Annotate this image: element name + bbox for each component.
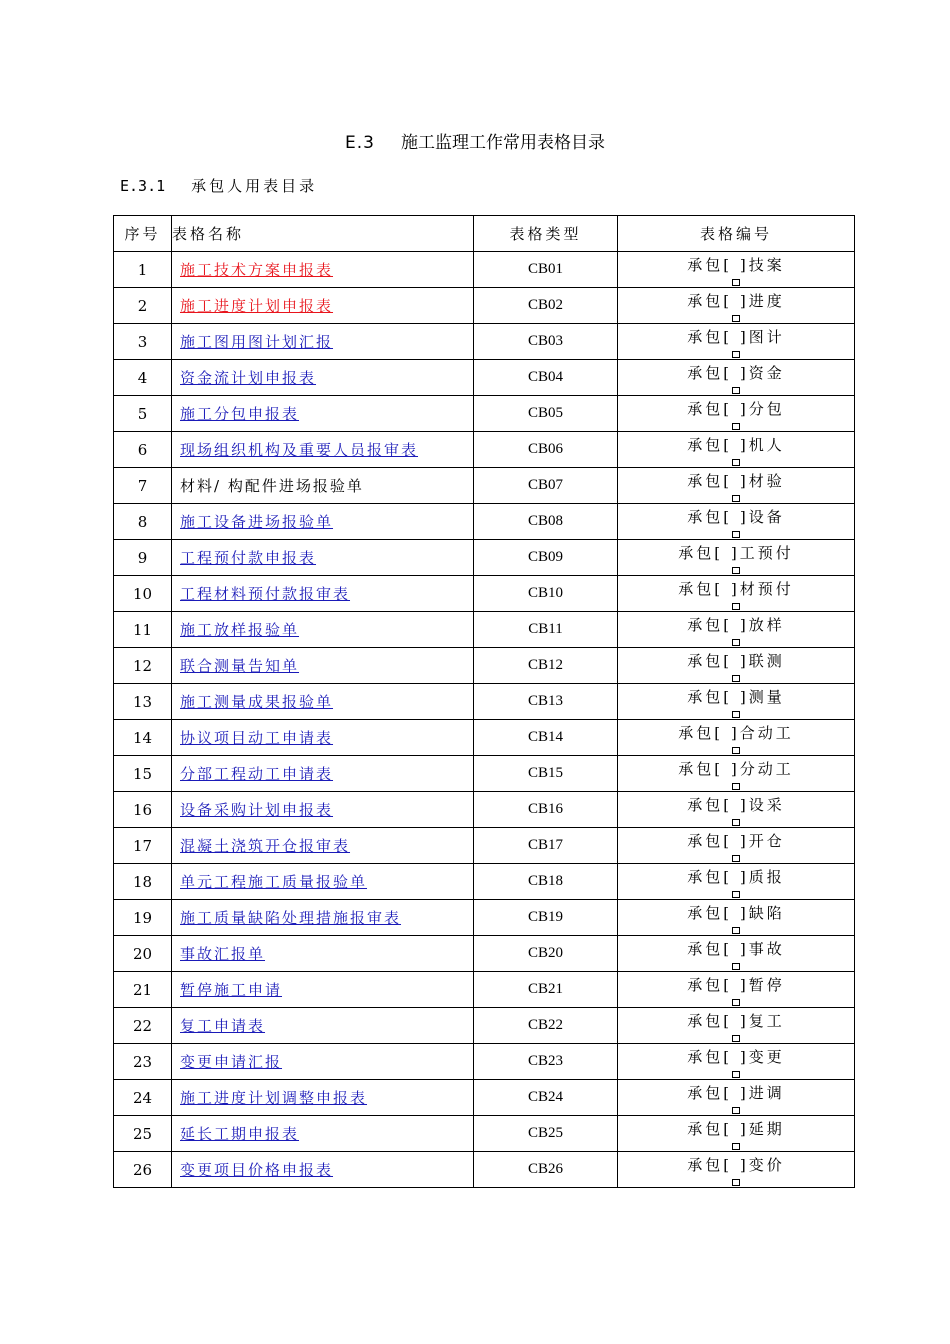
small-box-icon <box>732 531 740 538</box>
row-number: 6 <box>114 432 172 468</box>
row-number: 15 <box>114 756 172 792</box>
row-number: 16 <box>114 792 172 828</box>
form-name-cell <box>172 504 474 540</box>
form-name-cell <box>172 900 474 936</box>
form-type-cell: CB26 <box>474 1152 618 1188</box>
table-row <box>114 432 855 468</box>
form-name-cell <box>172 288 474 324</box>
form-code-text: 承包[ ]设备 <box>687 508 785 526</box>
table-row <box>114 792 855 828</box>
row-number: 14 <box>114 720 172 756</box>
form-type-cell: CB16 <box>474 792 618 828</box>
form-type-cell: CB08 <box>474 504 618 540</box>
form-code-text: 承包[ ]合动工 <box>678 724 794 742</box>
subsection-heading <box>120 175 317 196</box>
form-code-cell <box>618 360 855 396</box>
form-code-wrap <box>687 362 784 383</box>
form-code-text: 承包[ ]进调 <box>687 1084 785 1102</box>
form-code-text: 承包[ ]测量 <box>687 688 785 706</box>
form-code-text: 承包[ ]分动工 <box>678 760 794 778</box>
form-code-wrap <box>687 1010 784 1031</box>
form-code-text: 承包[ ]进度 <box>687 292 785 310</box>
form-name-text: 材料/ 构配件进场报验单 <box>180 477 364 495</box>
form-type-cell: CB09 <box>474 540 618 576</box>
form-code-wrap <box>687 1046 784 1067</box>
form-code-text: 承包[ ]事故 <box>687 940 785 958</box>
form-code-cell <box>618 828 855 864</box>
small-box-icon <box>732 891 740 898</box>
form-code-cell <box>618 396 855 432</box>
form-type-cell: CB24 <box>474 1080 618 1116</box>
form-code-text: 承包[ ]工预付 <box>678 544 794 562</box>
form-name-link[interactable]: 工程预付款申报表 <box>180 549 317 567</box>
table-row <box>114 720 855 756</box>
form-code-wrap <box>687 1154 784 1175</box>
small-box-icon <box>732 639 740 646</box>
form-name-cell <box>172 1152 474 1188</box>
form-code-cell <box>618 612 855 648</box>
small-box-icon <box>732 459 740 466</box>
form-name-link[interactable]: 事故汇报单 <box>180 945 266 963</box>
form-type-cell: CB15 <box>474 756 618 792</box>
row-number: 22 <box>114 1008 172 1044</box>
small-box-icon <box>732 1071 740 1078</box>
section-number: E.3 <box>345 133 375 153</box>
form-code-text: 承包[ ]分包 <box>687 400 785 418</box>
section-heading <box>0 128 950 153</box>
form-name-link[interactable]: 工程材料预付款报审表 <box>180 585 351 603</box>
small-box-icon <box>732 279 740 286</box>
table-row <box>114 540 855 576</box>
table-row <box>114 1044 855 1080</box>
small-box-icon <box>732 855 740 862</box>
form-name-link[interactable]: 复工申请表 <box>180 1017 266 1035</box>
table-row <box>114 684 855 720</box>
form-type-cell: CB25 <box>474 1116 618 1152</box>
form-code-wrap <box>678 542 793 563</box>
table-row <box>114 360 855 396</box>
form-code-cell <box>618 252 855 288</box>
form-code-cell <box>618 324 855 360</box>
form-code-cell <box>618 1008 855 1044</box>
form-name-link[interactable]: 施工分包申报表 <box>180 405 300 423</box>
form-name-cell <box>172 1044 474 1080</box>
table-row <box>114 1080 855 1116</box>
form-name-cell <box>172 576 474 612</box>
row-number: 24 <box>114 1080 172 1116</box>
form-code-wrap <box>687 902 784 923</box>
table-row <box>114 1008 855 1044</box>
form-name-cell <box>172 720 474 756</box>
form-name-cell <box>172 936 474 972</box>
form-code-text: 承包[ ]资金 <box>687 364 785 382</box>
form-code-cell <box>618 972 855 1008</box>
form-code-text: 承包[ ]暂停 <box>687 976 785 994</box>
form-code-cell <box>618 936 855 972</box>
form-name-cell <box>172 1008 474 1044</box>
form-name-cell <box>172 360 474 396</box>
form-name-link[interactable]: 分部工程动工申请表 <box>180 765 334 783</box>
header-code: 表格编号 <box>618 216 855 252</box>
row-number: 9 <box>114 540 172 576</box>
form-code-text: 承包[ ]变更 <box>687 1048 785 1066</box>
table-row <box>114 324 855 360</box>
table-row <box>114 252 855 288</box>
form-code-wrap <box>687 398 784 419</box>
row-number: 21 <box>114 972 172 1008</box>
row-number: 2 <box>114 288 172 324</box>
form-code-wrap <box>687 866 784 887</box>
form-name-link[interactable]: 单元工程施工质量报验单 <box>180 873 368 891</box>
form-name-link[interactable]: 资金流计划申报表 <box>180 369 317 387</box>
table-row <box>114 828 855 864</box>
small-box-icon <box>732 351 740 358</box>
table-row <box>114 468 855 504</box>
form-name-link[interactable]: 暂停施工申请 <box>180 981 283 999</box>
form-name-link[interactable]: 变更申请汇报 <box>180 1053 283 1071</box>
form-name-link[interactable]: 施工进度计划调整申报表 <box>180 1089 368 1107</box>
form-name-cell <box>172 432 474 468</box>
form-type-cell: CB12 <box>474 648 618 684</box>
form-name-link[interactable]: 变更项目价格申报表 <box>180 1161 334 1179</box>
form-code-wrap <box>687 938 784 959</box>
form-code-wrap <box>687 254 784 275</box>
small-box-icon <box>732 1035 740 1042</box>
form-type-cell: CB20 <box>474 936 618 972</box>
row-number: 19 <box>114 900 172 936</box>
row-number: 13 <box>114 684 172 720</box>
form-code-text: 承包[ ]放样 <box>687 616 785 634</box>
form-code-cell <box>618 900 855 936</box>
form-type-cell: CB18 <box>474 864 618 900</box>
form-code-cell <box>618 1044 855 1080</box>
form-code-wrap <box>687 1118 784 1139</box>
form-type-cell: CB11 <box>474 612 618 648</box>
form-code-text: 承包[ ]开仓 <box>687 832 785 850</box>
form-code-wrap <box>687 326 784 347</box>
row-number: 26 <box>114 1152 172 1188</box>
row-number: 11 <box>114 612 172 648</box>
row-number: 8 <box>114 504 172 540</box>
form-code-cell <box>618 432 855 468</box>
form-code-wrap <box>687 794 784 815</box>
small-box-icon <box>732 747 740 754</box>
form-name-link[interactable]: 施工设备进场报验单 <box>180 513 334 531</box>
form-code-text: 承包[ ]复工 <box>687 1012 785 1030</box>
form-name-cell <box>172 972 474 1008</box>
form-name-cell <box>172 252 474 288</box>
form-catalog-table <box>113 215 855 1188</box>
form-code-cell <box>618 468 855 504</box>
table-row <box>114 1152 855 1188</box>
form-name-link[interactable]: 施工图用图计划汇报 <box>180 333 334 351</box>
form-code-cell <box>618 1152 855 1188</box>
small-box-icon <box>732 999 740 1006</box>
table-row <box>114 648 855 684</box>
small-box-icon <box>732 567 740 574</box>
form-name-cell <box>172 1080 474 1116</box>
form-code-cell <box>618 720 855 756</box>
form-code-cell <box>618 792 855 828</box>
row-number: 4 <box>114 360 172 396</box>
row-number: 3 <box>114 324 172 360</box>
form-type-cell: CB19 <box>474 900 618 936</box>
form-code-text: 承包[ ]机人 <box>687 436 785 454</box>
form-code-wrap <box>678 578 793 599</box>
table-row <box>114 504 855 540</box>
row-number: 20 <box>114 936 172 972</box>
small-box-icon <box>732 1179 740 1186</box>
form-name-cell <box>172 396 474 432</box>
form-type-cell: CB13 <box>474 684 618 720</box>
form-type-cell: CB01 <box>474 252 618 288</box>
form-type-cell: CB02 <box>474 288 618 324</box>
small-box-icon <box>732 495 740 502</box>
form-code-text: 承包[ ]技案 <box>687 256 785 274</box>
row-number: 10 <box>114 576 172 612</box>
form-code-text: 承包[ ]缺陷 <box>687 904 785 922</box>
form-type-cell: CB14 <box>474 720 618 756</box>
table-row <box>114 936 855 972</box>
form-type-cell: CB07 <box>474 468 618 504</box>
form-name-link[interactable]: 延长工期申报表 <box>180 1125 300 1143</box>
section-title: 施工监理工作常用表格目录 <box>400 133 605 153</box>
form-type-cell: CB17 <box>474 828 618 864</box>
form-code-cell <box>618 576 855 612</box>
form-name-cell <box>172 324 474 360</box>
form-name-link[interactable]: 施工放样报验单 <box>180 621 300 639</box>
form-code-wrap <box>687 434 784 455</box>
form-code-wrap <box>687 974 784 995</box>
form-name-cell <box>172 828 474 864</box>
small-box-icon <box>732 603 740 610</box>
small-box-icon <box>732 819 740 826</box>
form-name-link[interactable]: 协议项目动工申请表 <box>180 729 334 747</box>
form-name-cell <box>172 1116 474 1152</box>
table-row <box>114 396 855 432</box>
form-name-link[interactable]: 现场组织机构及重要人员报审表 <box>180 441 419 459</box>
form-name-cell <box>172 864 474 900</box>
form-name-link[interactable]: 施工质量缺陷处理措施报审表 <box>180 909 402 927</box>
form-code-text: 承包[ ]材验 <box>687 472 785 490</box>
subsection-title: 承包人用表目录 <box>191 177 318 195</box>
table-row <box>114 288 855 324</box>
form-code-text: 承包[ ]联测 <box>687 652 785 670</box>
form-code-wrap <box>687 506 784 527</box>
header-name: 表格名称 <box>172 216 474 252</box>
form-name-link[interactable]: 施工进度计划申报表 <box>180 297 334 315</box>
form-code-cell <box>618 864 855 900</box>
table-row <box>114 756 855 792</box>
table-body <box>114 252 855 1188</box>
form-type-cell: CB05 <box>474 396 618 432</box>
table-row <box>114 1116 855 1152</box>
form-code-wrap <box>687 686 784 707</box>
form-name-cell <box>172 540 474 576</box>
table-row <box>114 576 855 612</box>
table-row <box>114 900 855 936</box>
table-row <box>114 864 855 900</box>
form-name-link[interactable]: 联合测量告知单 <box>180 657 300 675</box>
row-number: 1 <box>114 252 172 288</box>
table-row <box>114 972 855 1008</box>
row-number: 18 <box>114 864 172 900</box>
small-box-icon <box>732 783 740 790</box>
small-box-icon <box>732 927 740 934</box>
form-type-cell: CB22 <box>474 1008 618 1044</box>
form-code-text: 承包[ ]变价 <box>687 1156 785 1174</box>
small-box-icon <box>732 963 740 970</box>
form-code-wrap <box>687 470 784 491</box>
form-type-cell: CB04 <box>474 360 618 396</box>
row-number: 7 <box>114 468 172 504</box>
row-number: 5 <box>114 396 172 432</box>
row-number: 17 <box>114 828 172 864</box>
form-code-cell <box>618 540 855 576</box>
form-code-wrap <box>687 650 784 671</box>
form-code-wrap <box>687 1082 784 1103</box>
form-name-cell <box>172 756 474 792</box>
small-box-icon <box>732 387 740 394</box>
form-code-cell <box>618 288 855 324</box>
header-type: 表格类型 <box>474 216 618 252</box>
form-type-cell: CB23 <box>474 1044 618 1080</box>
table-header-row <box>114 216 855 252</box>
small-box-icon <box>732 315 740 322</box>
form-code-wrap <box>687 614 784 635</box>
form-name-link[interactable]: 施工测量成果报验单 <box>180 693 334 711</box>
form-code-text: 承包[ ]设采 <box>687 796 785 814</box>
form-code-text: 承包[ ]延期 <box>687 1120 785 1138</box>
form-code-cell <box>618 1116 855 1152</box>
row-number: 25 <box>114 1116 172 1152</box>
form-name-cell <box>172 792 474 828</box>
form-type-cell: CB03 <box>474 324 618 360</box>
form-code-text: 承包[ ]图计 <box>687 328 785 346</box>
form-code-wrap <box>678 722 793 743</box>
form-name-link[interactable]: 设备采购计划申报表 <box>180 801 334 819</box>
table-row <box>114 612 855 648</box>
small-box-icon <box>732 1143 740 1150</box>
form-name-link[interactable]: 施工技术方案申报表 <box>180 261 334 279</box>
form-type-cell: CB06 <box>474 432 618 468</box>
form-code-wrap <box>687 830 784 851</box>
form-name-cell <box>172 648 474 684</box>
small-box-icon <box>732 423 740 430</box>
form-code-cell <box>618 648 855 684</box>
form-type-cell: CB10 <box>474 576 618 612</box>
form-code-text: 承包[ ]质报 <box>687 868 785 886</box>
form-name-link[interactable]: 混凝土浇筑开仓报审表 <box>180 837 351 855</box>
form-name-cell <box>172 684 474 720</box>
form-name-cell <box>172 612 474 648</box>
form-code-cell <box>618 756 855 792</box>
small-box-icon <box>732 1107 740 1114</box>
form-type-cell: CB21 <box>474 972 618 1008</box>
row-number: 23 <box>114 1044 172 1080</box>
form-code-cell <box>618 504 855 540</box>
subsection-number: E.3.1 <box>120 177 166 195</box>
form-code-cell <box>618 684 855 720</box>
form-code-text: 承包[ ]材预付 <box>678 580 794 598</box>
form-code-cell <box>618 1080 855 1116</box>
row-number: 12 <box>114 648 172 684</box>
form-name-cell <box>172 468 474 504</box>
small-box-icon <box>732 675 740 682</box>
header-seq: 序号 <box>114 216 172 252</box>
small-box-icon <box>732 711 740 718</box>
form-code-wrap <box>678 758 793 779</box>
form-code-wrap <box>687 290 784 311</box>
